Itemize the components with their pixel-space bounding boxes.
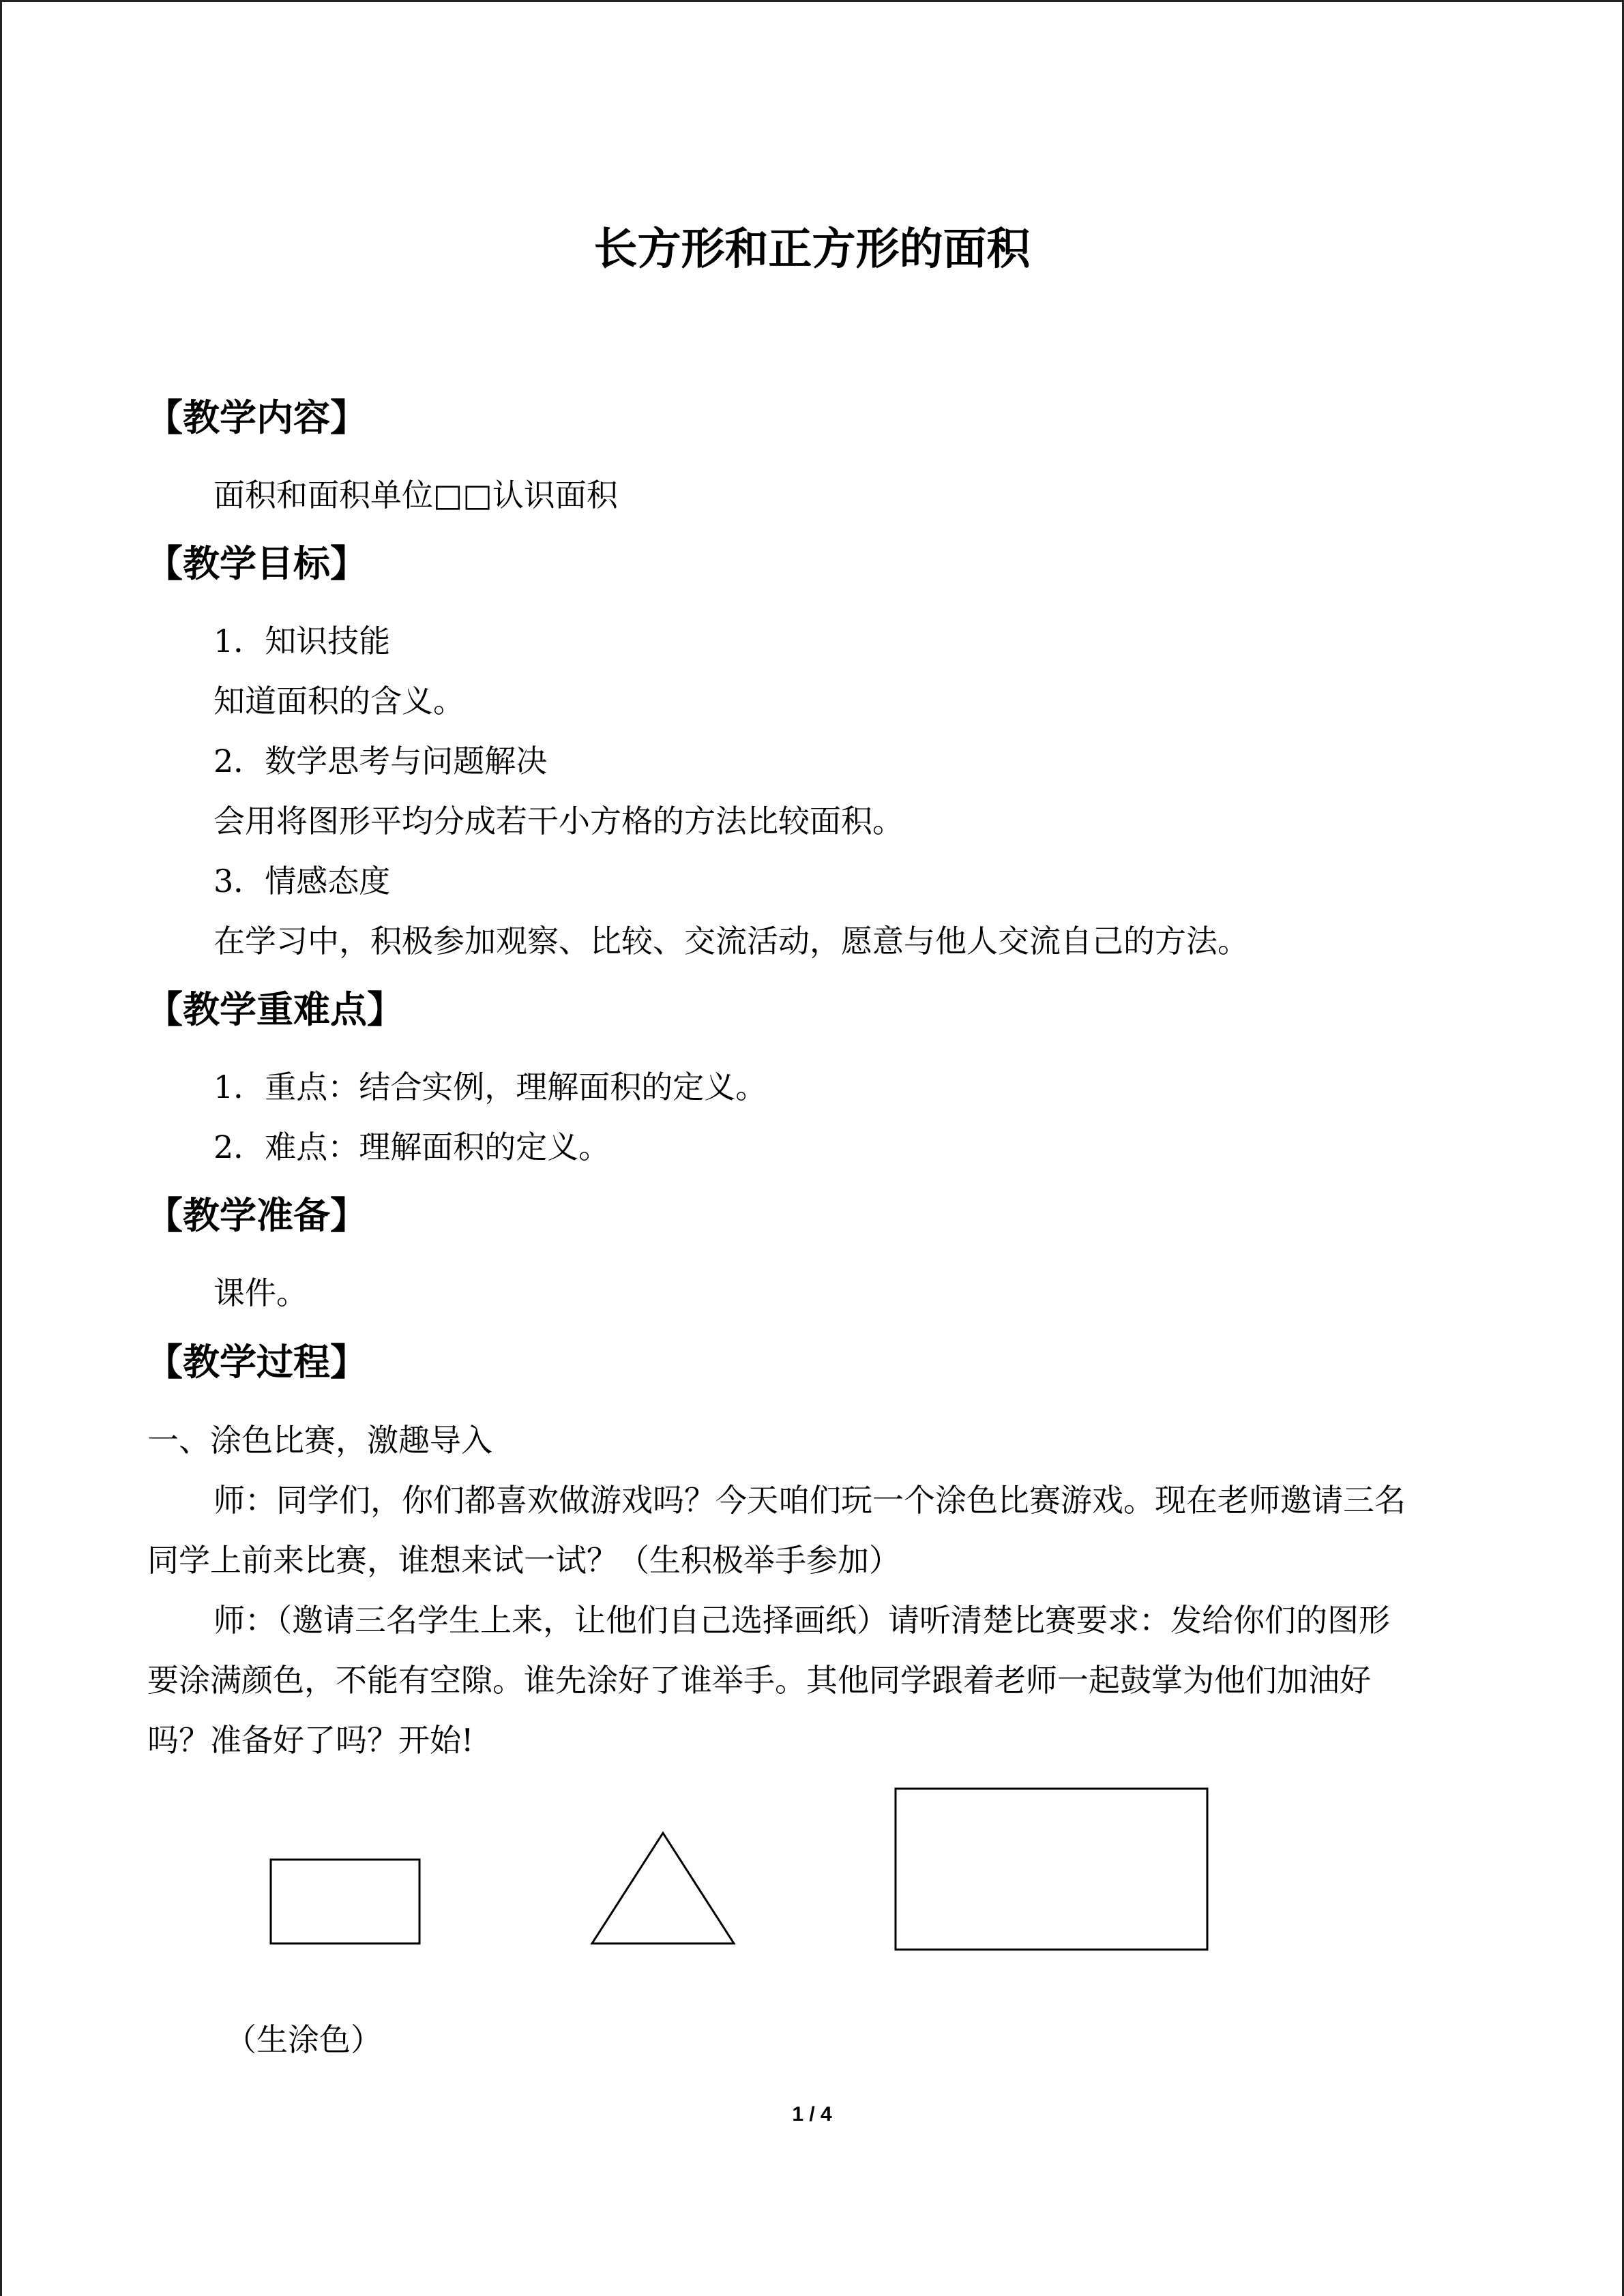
page-indicator: 1 / 4	[792, 2103, 832, 2126]
process-paragraph-line: 要涂满颜色，不能有空隙。谁先涂好了谁举手。其他同学跟着老师一起鼓掌为他们加油好	[147, 1662, 1371, 1699]
process-paragraph-line: 吗？准备好了吗？开始!	[147, 1722, 474, 1759]
process-paragraph-line: 同学上前来比赛，谁想来试一试？（生积极举手参加）	[147, 1542, 900, 1579]
section-heading-goals: 【教学目标】	[146, 541, 367, 585]
process-paragraph-line: 师：（邀请三名学生上来，让他们自己选择画纸）请听清楚比赛要求：发给你们的图形	[213, 1602, 1390, 1639]
goal-item: 在学习中，积极参加观察、比较、交流活动，愿意与他人交流自己的方法。	[213, 923, 1249, 959]
goal-item: 会用将图形平均分成若干小方格的方法比较面积。	[213, 803, 904, 839]
goal-item: 3．情感态度	[213, 863, 391, 899]
triangle	[592, 1833, 734, 1943]
goal-item: 知道面积的含义。	[213, 683, 464, 719]
process-paragraph-line: 师：同学们，你们都喜欢做游戏吗？今天咱们玩一个涂色比赛游戏。现在老师邀请三名	[213, 1482, 1406, 1519]
process-subheading: 一、涂色比赛，激趣导入	[147, 1422, 492, 1459]
key-point-item: 2．难点：理解面积的定义。	[213, 1129, 610, 1165]
preparation-text: 课件。	[213, 1274, 308, 1311]
section-heading-content: 【教学内容】	[146, 396, 367, 439]
key-point-item: 1．重点：结合实例，理解面积的定义。	[213, 1069, 767, 1105]
goal-item: 1．知识技能	[213, 623, 391, 659]
section-heading-process: 【教学过程】	[146, 1340, 367, 1384]
content-text: 面积和面积单位□□认识面积	[213, 477, 618, 513]
after-figure-text: （生涂色）	[225, 2021, 382, 2058]
document-title: 长方形和正方形的面积	[593, 224, 1031, 275]
section-heading-preparation: 【教学准备】	[146, 1193, 367, 1237]
small-rectangle	[271, 1860, 419, 1943]
large-rectangle	[896, 1789, 1207, 1950]
section-heading-key-points: 【教学重难点】	[146, 987, 404, 1031]
goal-item: 2．数学思考与问题解决	[213, 743, 548, 779]
